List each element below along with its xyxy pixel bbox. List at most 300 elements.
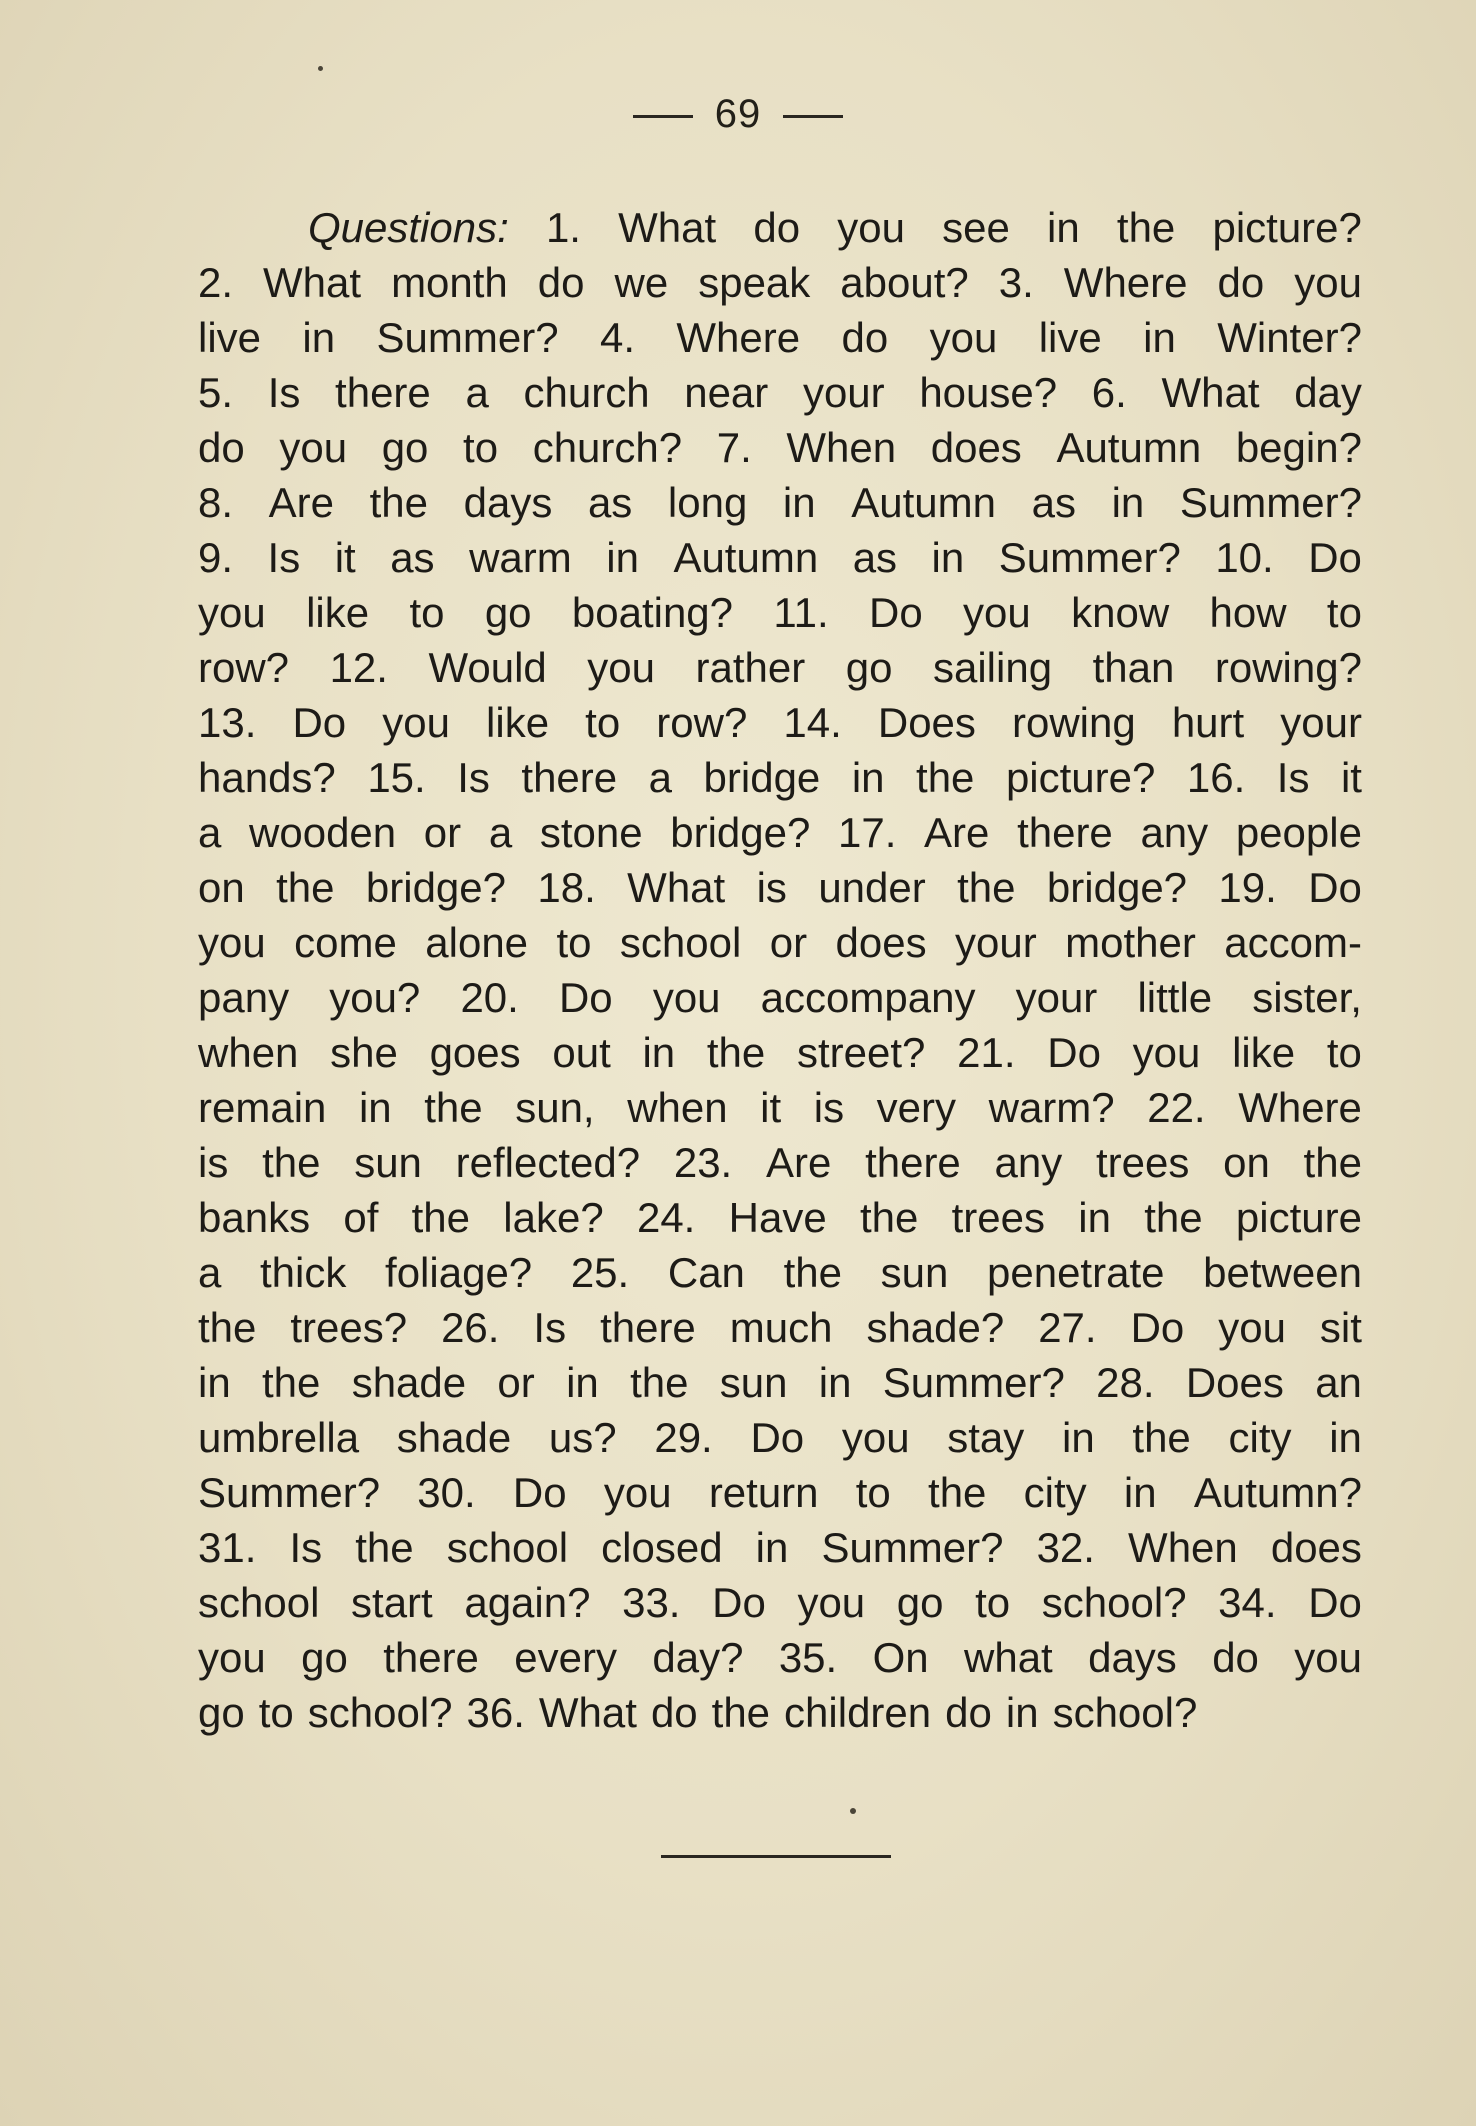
text-line — [198, 1355, 1362, 1410]
word: you — [382, 699, 450, 746]
word: is — [756, 864, 787, 911]
word: 34. — [1218, 1579, 1277, 1626]
word: 32. — [1036, 1524, 1095, 1571]
text-line — [198, 1245, 1362, 1300]
word: go — [484, 589, 532, 636]
word: in — [1047, 204, 1080, 251]
word: 19. — [1218, 864, 1277, 911]
word: pany — [198, 974, 290, 1021]
word: do — [945, 1689, 992, 1736]
word: go — [896, 1579, 944, 1626]
word: it — [760, 1084, 782, 1131]
word: Do — [750, 1414, 805, 1461]
word: Autumn? — [1193, 1469, 1362, 1516]
word: Do — [1308, 534, 1362, 581]
word: any — [994, 1139, 1063, 1186]
word: accompany — [760, 974, 976, 1021]
word: how — [1209, 589, 1287, 636]
word: go — [198, 1689, 245, 1736]
word: like — [486, 699, 550, 746]
word: 21. — [957, 1029, 1016, 1076]
word: Do — [1308, 864, 1362, 911]
word: 5. — [198, 369, 234, 416]
word: the — [1116, 204, 1176, 251]
word: do — [841, 314, 889, 361]
word: row? — [198, 644, 290, 691]
word: it — [1340, 754, 1362, 801]
word: you? — [329, 974, 421, 1021]
word: as — [1031, 479, 1076, 526]
text-line — [198, 1025, 1362, 1080]
word: Where — [676, 314, 801, 361]
word: in — [1062, 1414, 1095, 1461]
word: live — [198, 314, 262, 361]
word: every — [514, 1634, 617, 1681]
word: school — [198, 1579, 320, 1626]
word: on — [198, 864, 245, 911]
word: to — [556, 919, 592, 966]
word: under — [818, 864, 926, 911]
word: a — [488, 809, 513, 856]
word: a — [648, 754, 673, 801]
word: bridge — [703, 754, 821, 801]
word: goes — [429, 1029, 521, 1076]
word: 22. — [1147, 1084, 1206, 1131]
word: 23. — [673, 1139, 733, 1186]
word: there — [600, 1304, 696, 1351]
word: shade — [351, 1359, 467, 1406]
word: 28. — [1096, 1359, 1155, 1406]
word: bridge? — [670, 809, 811, 856]
word: boating? — [571, 589, 734, 636]
text-line — [198, 1630, 1362, 1685]
word: is — [813, 1084, 845, 1131]
section-divider — [661, 1855, 891, 1858]
word: warm? — [988, 1084, 1115, 1131]
word: 14. — [783, 699, 842, 746]
text-line — [198, 1410, 1362, 1465]
word: What — [627, 864, 726, 911]
word: go — [381, 424, 429, 471]
word: shade — [396, 1414, 512, 1461]
text-line — [198, 1465, 1362, 1520]
word: live — [1038, 314, 1102, 361]
word: Autumn — [1056, 424, 1202, 471]
word: there — [383, 1634, 479, 1681]
word: the — [262, 1359, 321, 1406]
word: in — [1005, 1689, 1039, 1736]
word: us? — [548, 1414, 617, 1461]
word: 20. — [460, 974, 519, 1021]
word: 10. — [1215, 534, 1274, 581]
word: Is — [1276, 754, 1310, 801]
word: Are — [924, 809, 990, 856]
word: you — [279, 424, 348, 471]
word: does — [1270, 1524, 1362, 1571]
word: Do — [292, 699, 347, 746]
word: What — [263, 259, 362, 306]
word: you — [1294, 259, 1362, 306]
text-line — [198, 1520, 1362, 1575]
word: 15. — [367, 754, 426, 801]
word: mother — [1065, 919, 1196, 966]
word: church? — [532, 424, 683, 471]
word: reflected? — [455, 1139, 641, 1186]
word: banks — [198, 1194, 311, 1241]
word: the — [411, 1194, 471, 1241]
word: you — [797, 1579, 866, 1626]
word: Where — [1238, 1084, 1362, 1131]
word: in — [642, 1029, 676, 1076]
word: warm — [469, 534, 572, 581]
word: 9. — [198, 534, 234, 581]
text-line — [198, 310, 1362, 365]
word: the — [928, 1469, 987, 1516]
word: church — [523, 369, 650, 416]
questions-paragraph — [198, 200, 1362, 1740]
word: What — [618, 204, 717, 251]
word: do — [1212, 1634, 1259, 1681]
word: much — [729, 1304, 833, 1351]
word: 29. — [654, 1414, 713, 1461]
word: you — [837, 204, 905, 251]
word: to — [258, 1689, 294, 1736]
word: 11. — [773, 589, 829, 636]
word: sun — [880, 1249, 949, 1296]
word: picture — [1235, 1194, 1362, 1241]
word: picture? — [1212, 204, 1362, 251]
word: wooden — [249, 809, 397, 856]
word: 13. — [198, 699, 257, 746]
word: do — [753, 204, 801, 251]
word: the — [276, 864, 335, 911]
word: on — [1223, 1139, 1270, 1186]
word: stay — [947, 1414, 1025, 1461]
word: bridge? — [365, 864, 506, 911]
text-line — [198, 915, 1362, 970]
text-line — [198, 1575, 1362, 1630]
word: When — [786, 424, 897, 471]
word: to — [463, 424, 499, 471]
word: day — [1294, 369, 1362, 416]
word: Autumn — [851, 479, 996, 526]
word: foliage? — [385, 1249, 533, 1296]
word: to — [1326, 1029, 1362, 1076]
word: 8. — [198, 479, 234, 526]
word: Is — [457, 754, 490, 801]
word: in — [931, 534, 965, 581]
word: Summer? — [198, 1469, 381, 1516]
word: Is — [267, 369, 301, 416]
word: Summer? — [998, 534, 1181, 581]
word: Are — [268, 479, 334, 526]
word: long — [667, 479, 748, 526]
word: as — [587, 479, 633, 526]
page-number: 69 — [714, 92, 762, 136]
word: it — [334, 534, 356, 581]
word: in — [1123, 1469, 1157, 1516]
word: Do — [1130, 1304, 1185, 1351]
word: 25. — [570, 1249, 630, 1296]
word: sun — [354, 1139, 422, 1186]
text-line — [198, 1080, 1362, 1135]
text-line — [198, 970, 1362, 1025]
word: Is — [533, 1304, 567, 1351]
word: a — [198, 809, 222, 856]
word: in — [1111, 479, 1145, 526]
word: Summer? — [376, 314, 559, 361]
word: speak — [698, 259, 811, 306]
word: Have — [728, 1194, 827, 1241]
word: alone — [425, 919, 529, 966]
text-line — [198, 200, 1362, 255]
word: to — [409, 589, 445, 636]
word: sun, — [515, 1084, 595, 1131]
word: the — [369, 479, 428, 526]
word: closed — [601, 1524, 723, 1571]
word: you — [1218, 1304, 1286, 1351]
word: the — [957, 864, 1016, 911]
word: see — [942, 204, 1010, 251]
word: the — [859, 1194, 919, 1241]
word: do — [1217, 259, 1265, 306]
word: as — [390, 534, 435, 581]
word: trees — [951, 1194, 1045, 1241]
word: in — [1329, 1414, 1362, 1461]
word: go — [301, 1634, 348, 1681]
word: or — [497, 1359, 535, 1406]
word: as — [852, 534, 898, 581]
word: the — [783, 1249, 842, 1296]
word: On — [872, 1634, 929, 1681]
word: day? — [652, 1634, 744, 1681]
text-line — [198, 805, 1362, 860]
word: 1. — [545, 204, 581, 251]
word: in — [606, 534, 639, 581]
word: again? — [464, 1579, 591, 1626]
print-speck — [318, 66, 323, 71]
word: return — [708, 1469, 819, 1516]
word: umbrella — [198, 1414, 360, 1461]
word: 27. — [1038, 1304, 1097, 1351]
word: 30. — [417, 1469, 476, 1516]
word: go — [845, 644, 893, 691]
word: hurt — [1171, 699, 1245, 746]
word: house? — [919, 369, 1058, 416]
word: 36. — [466, 1689, 525, 1736]
word: picture? — [1005, 754, 1156, 801]
word: do — [198, 424, 245, 471]
word: there — [521, 754, 618, 801]
text-line — [198, 695, 1362, 750]
left-dash — [633, 115, 693, 118]
word: the — [424, 1084, 483, 1131]
word: do — [537, 259, 585, 306]
word: days — [1088, 1634, 1177, 1681]
word: Summer? — [1179, 479, 1362, 526]
word: like — [306, 589, 370, 636]
word: rowing? — [1214, 644, 1362, 691]
word: in — [755, 1524, 789, 1571]
word: Do — [1308, 1579, 1362, 1626]
word: street? — [797, 1029, 926, 1076]
word: little — [1137, 974, 1213, 1021]
print-speck — [850, 1808, 856, 1814]
text-line — [198, 1685, 1362, 1740]
word: Where — [1063, 259, 1188, 306]
word: the — [711, 1689, 771, 1736]
word: in — [302, 314, 336, 361]
word: Is — [267, 534, 301, 581]
word: to — [585, 699, 621, 746]
word: you — [1132, 1029, 1201, 1076]
word: near — [684, 369, 769, 416]
word: what — [964, 1634, 1053, 1681]
word: your — [802, 369, 885, 416]
word: Do — [512, 1469, 567, 1516]
word: very — [876, 1084, 957, 1131]
word: know — [1071, 589, 1170, 636]
word: sit — [1319, 1304, 1362, 1351]
word: 31. — [198, 1524, 257, 1571]
word: an — [1315, 1359, 1362, 1406]
word: accom- — [1224, 919, 1362, 966]
word: does — [930, 424, 1022, 471]
word: there — [1017, 809, 1113, 856]
word: Autumn — [673, 534, 819, 581]
word: sailing — [932, 644, 1053, 691]
word: the — [630, 1359, 689, 1406]
word: we — [614, 259, 669, 306]
word: school — [446, 1524, 569, 1571]
word: or — [423, 809, 462, 856]
word: Are — [765, 1139, 832, 1186]
word: in — [566, 1359, 599, 1406]
word: you — [603, 1469, 672, 1516]
word: Can — [667, 1249, 745, 1296]
text-line — [198, 750, 1362, 805]
word: come — [294, 919, 397, 966]
word: city — [1228, 1414, 1292, 1461]
word: 35. — [778, 1634, 838, 1681]
word: 16. — [1186, 754, 1246, 801]
word: 33. — [622, 1579, 681, 1626]
word: penetrate — [987, 1249, 1165, 1296]
word: bridge? — [1046, 864, 1188, 911]
word: hands? — [198, 754, 336, 801]
word: Does — [1185, 1359, 1284, 1406]
word: trees — [1095, 1139, 1190, 1186]
word: shade? — [866, 1304, 1005, 1351]
word: of — [343, 1194, 379, 1241]
word: school? — [307, 1689, 453, 1736]
word: school? — [1041, 1579, 1187, 1626]
word: in — [1078, 1194, 1111, 1241]
word: to — [1326, 589, 1362, 636]
text-line — [198, 530, 1362, 585]
word: Would — [428, 644, 547, 691]
word: Do — [1047, 1029, 1101, 1076]
text-line — [198, 1135, 1362, 1190]
word: when — [627, 1084, 728, 1131]
word: Summer? — [882, 1359, 1065, 1406]
word: the — [1303, 1139, 1362, 1186]
word: 6. — [1091, 369, 1127, 416]
word: in — [198, 1359, 231, 1406]
word: 17. — [838, 809, 897, 856]
word: you — [841, 1414, 910, 1461]
word: 4. — [599, 314, 635, 361]
word: Do — [712, 1579, 766, 1626]
word: children — [784, 1689, 932, 1736]
word: city — [1023, 1469, 1087, 1516]
word: she — [330, 1029, 398, 1076]
word: row? — [656, 699, 748, 746]
word: you — [929, 314, 998, 361]
word: 24. — [636, 1194, 696, 1241]
word: is — [198, 1139, 229, 1186]
word: to — [975, 1579, 1011, 1626]
word: lake? — [503, 1194, 604, 1241]
word: school — [619, 919, 742, 966]
word: or — [769, 919, 808, 966]
word: 2. — [198, 259, 234, 306]
word: there — [865, 1139, 961, 1186]
word: your — [1015, 974, 1098, 1021]
word: a — [465, 369, 489, 416]
word: rowing — [1012, 699, 1136, 746]
word: the — [355, 1524, 414, 1571]
word: you — [1294, 1634, 1362, 1681]
text-line — [198, 585, 1362, 640]
word: your — [1280, 699, 1362, 746]
word: any — [1140, 809, 1209, 856]
word: does — [835, 919, 927, 966]
word: Is — [289, 1524, 323, 1571]
word: in — [851, 754, 885, 801]
word: the — [1132, 1414, 1191, 1461]
word: 12. — [329, 644, 388, 691]
text-line — [198, 1300, 1362, 1355]
questions-label: Questions: — [308, 204, 509, 251]
word: Do — [869, 589, 923, 636]
word: sun — [719, 1359, 788, 1406]
word: do — [650, 1689, 698, 1736]
word: Do — [558, 974, 613, 1021]
word: you — [198, 1634, 266, 1681]
word: out — [552, 1029, 611, 1076]
word: What — [1161, 369, 1260, 416]
word: remain — [198, 1084, 327, 1131]
word: to — [855, 1469, 891, 1516]
word: about? — [840, 259, 969, 306]
word: school? — [1052, 1689, 1198, 1736]
word: in — [358, 1084, 392, 1131]
word: you — [198, 589, 266, 636]
word: like — [1232, 1029, 1296, 1076]
word: Winter? — [1217, 314, 1362, 361]
text-line — [198, 365, 1362, 420]
word: you — [587, 644, 655, 691]
word: your — [955, 919, 1037, 966]
word: the — [262, 1139, 321, 1186]
page-number-header — [0, 92, 1476, 137]
word: rather — [695, 644, 806, 691]
word: in — [818, 1359, 852, 1406]
text-line — [198, 475, 1362, 530]
text-line — [198, 860, 1362, 915]
text-line — [198, 255, 1362, 310]
